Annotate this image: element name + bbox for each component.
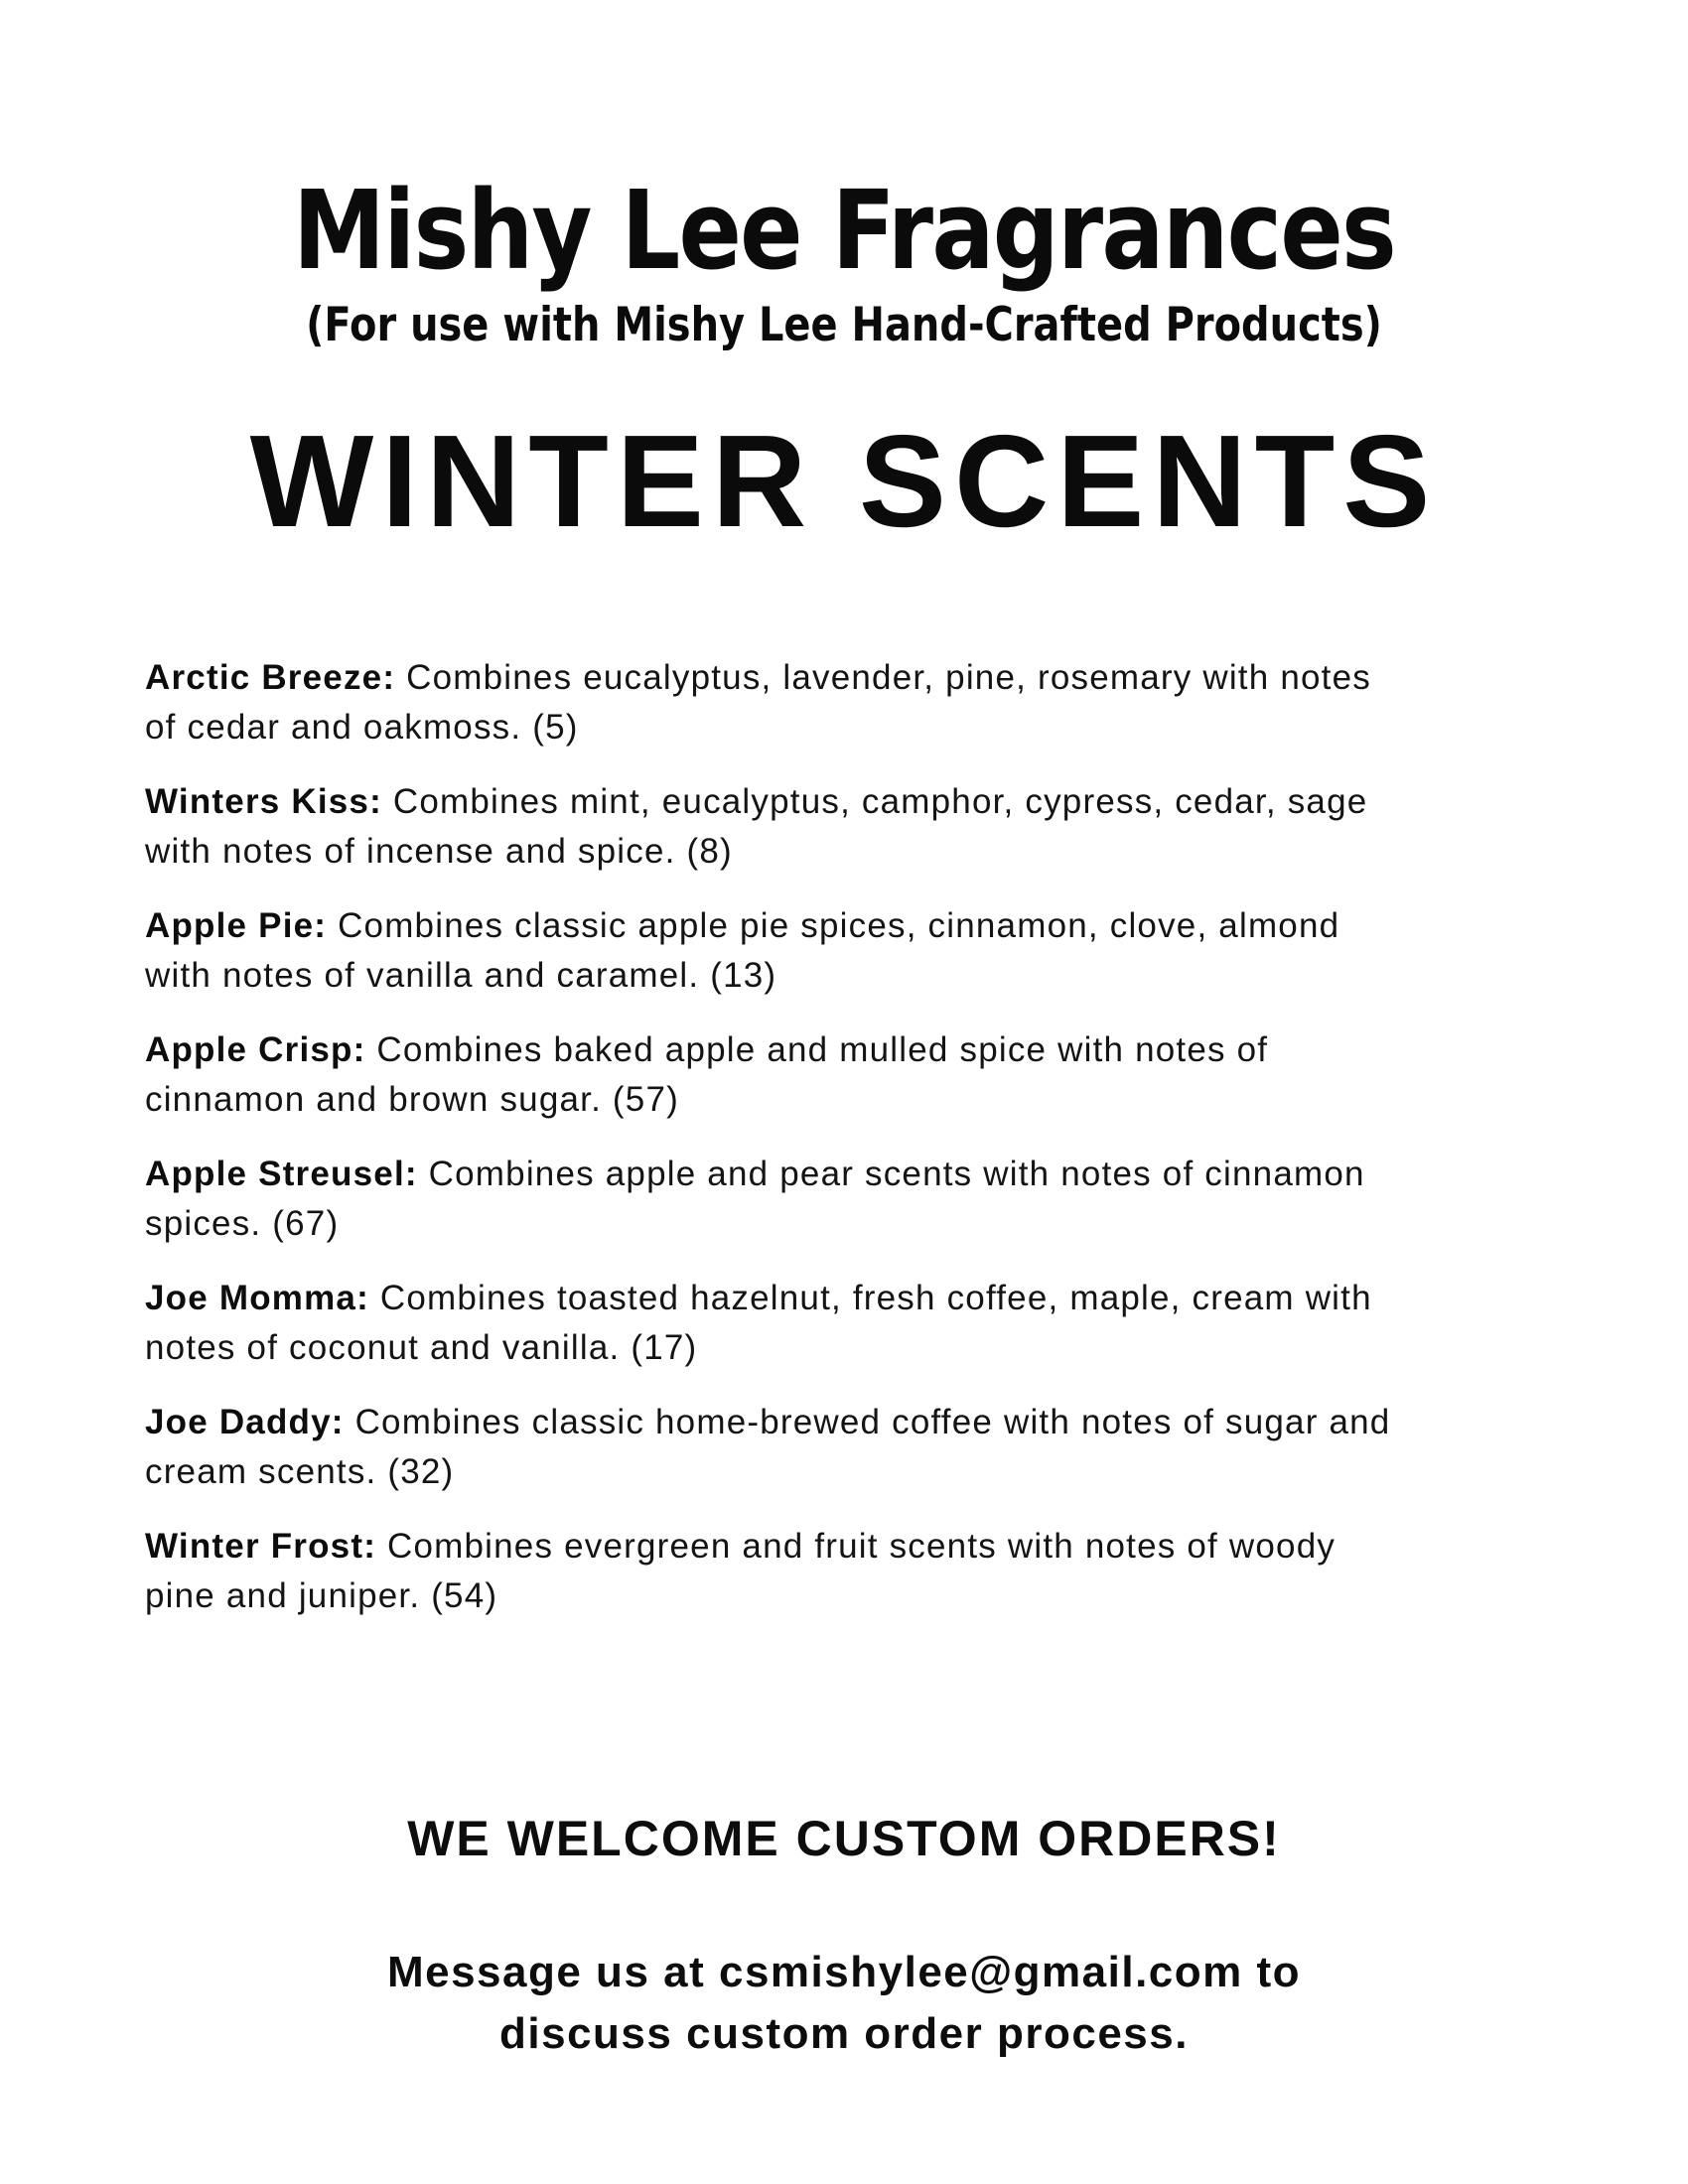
- scent-desc-line1: Combines classic home-brewed coffee with notes of sugar and: [344, 1403, 1391, 1441]
- scent-desc-line1: Combines toasted hazelnut, fresh coffee, maple, cream with: [368, 1279, 1372, 1317]
- contact-line2: discuss custom order process.: [499, 2009, 1189, 2058]
- scent-name: Arctic Breeze:: [145, 658, 396, 697]
- scent-name: Apple Pie:: [145, 906, 328, 945]
- scent-desc-line1: Combines eucalyptus, lavender, pine, rosemary with notes: [395, 658, 1371, 697]
- scent-desc-line2: of cedar and oakmoss. (5): [145, 708, 579, 747]
- scent-desc-line2: cinnamon and brown sugar. (57): [145, 1080, 679, 1119]
- scent-item: [145, 1522, 1569, 1621]
- contact-message: [0, 1942, 1688, 2065]
- scent-list: [145, 653, 1569, 1646]
- scent-item: [145, 1398, 1569, 1497]
- scent-desc-line2: spices. (67): [145, 1204, 340, 1243]
- scent-item: [145, 1150, 1569, 1249]
- scent-name: Joe Daddy:: [145, 1403, 345, 1441]
- scent-item: [145, 777, 1569, 877]
- scent-desc-line2: notes of coconut and vanilla. (17): [145, 1328, 698, 1367]
- contact-line1: Message us at csmishylee@gmail.com to: [386, 1948, 1302, 1996]
- scent-name: Apple Crisp:: [145, 1030, 366, 1069]
- scent-name: Winter Frost:: [145, 1527, 377, 1566]
- scent-desc-line2: cream scents. (32): [145, 1452, 455, 1491]
- scent-desc-line1: Combines classic apple pie spices, cinnamon, clove, almond: [327, 906, 1340, 945]
- scent-desc-line2: with notes of vanilla and caramel. (13): [145, 956, 777, 995]
- scent-item: [145, 1025, 1569, 1125]
- scent-desc-line1: Combines baked apple and mulled spice with notes of: [365, 1030, 1269, 1069]
- scent-desc-line1: Combines mint, eucalyptus, camphor, cypress, cedar, sage: [381, 782, 1368, 821]
- page-title: Mishy Lee Fragrances: [292, 167, 1396, 294]
- scent-name: Winters Kiss:: [145, 782, 382, 821]
- scent-item: [145, 901, 1569, 1001]
- scent-name: Apple Streusel:: [145, 1155, 418, 1193]
- section-heading: WINTER SCENTS: [249, 408, 1439, 554]
- page-subtitle: (For use with Mishy Lee Hand-Crafted Products): [306, 298, 1382, 352]
- scent-desc-line2: pine and juniper. (54): [145, 1576, 498, 1615]
- scent-desc-line2: with notes of incense and spice. (8): [145, 832, 733, 871]
- scent-item: [145, 1274, 1569, 1373]
- scent-desc-line1: Combines evergreen and fruit scents with notes of woody: [376, 1527, 1336, 1566]
- scent-item: [145, 653, 1569, 752]
- scent-name: Joe Momma:: [145, 1279, 369, 1317]
- custom-orders-heading: WE WELCOME CUSTOM ORDERS!: [407, 1811, 1281, 1866]
- scent-desc-line1: Combines apple and pear scents with notes of cinnamon: [417, 1155, 1365, 1193]
